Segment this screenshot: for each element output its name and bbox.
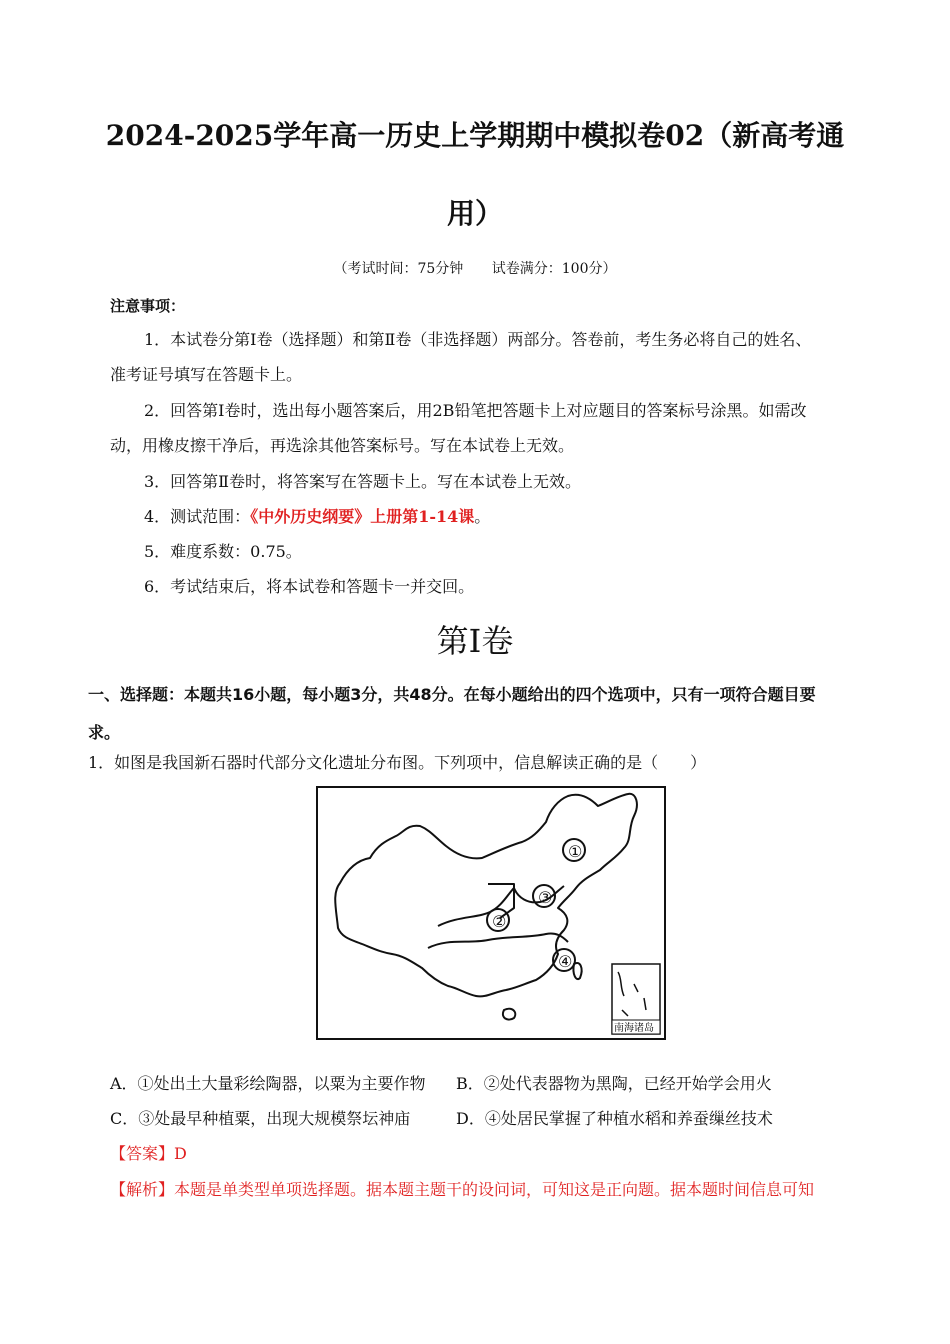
hainan <box>503 1009 515 1020</box>
south-china-sea-inset <box>612 964 660 1034</box>
option-d: D．④处居民掌握了种植水稻和养蚕缫丝技术 <box>456 1109 773 1128</box>
map-marker-3: ③ <box>538 888 553 907</box>
answer-label: 【答案】 <box>110 1144 175 1163</box>
note-3 <box>110 464 870 499</box>
part-heading-line1: 一、选择题：本题共16小题，每小题3分，共48分。在每小题给出的四个选项中，只有一项符合题目要 <box>88 685 816 704</box>
china-outline-map <box>318 788 664 1038</box>
analysis-text: 本题是单类型单项选择题。据本题主题干的设问词，可知这是正向题。据本题时间信息可知 <box>174 1180 815 1199</box>
exam-meta <box>0 258 950 278</box>
map-marker-4: ④ <box>558 952 573 971</box>
neolithic-sites-map <box>316 786 666 1040</box>
note-4-suffix: 。 <box>474 507 491 526</box>
china-border <box>335 794 637 997</box>
inset-label: 南海诸岛 <box>614 1023 654 1034</box>
analysis-line <box>110 1177 860 1200</box>
option-c: C．③处最早种植粟，出现大规模祭坛神庙 <box>110 1109 411 1128</box>
note-1-line1: 1．本试卷分第Ⅰ卷（选择题）和第Ⅱ卷（非选择题）两部分。答卷前，考生务必将自己的姓名、 <box>144 330 812 349</box>
option-b: B．②处代表器物为黑陶，已经开始学会用火 <box>456 1074 772 1093</box>
note-3-text: 3．回答第Ⅱ卷时，将答案写在答题卡上。写在本试卷上无效。 <box>144 472 582 491</box>
note-2-line2: 动，用橡皮擦干净后，再选涂其他答案标号。写在本试卷上无效。 <box>110 436 575 455</box>
note-2 <box>110 393 870 463</box>
map-marker-1: ① <box>568 842 583 861</box>
part-heading <box>88 676 878 752</box>
answer-line <box>110 1141 187 1164</box>
yangtze-river <box>428 933 568 948</box>
note-1-line2: 准考证号填写在答题卡上。 <box>110 365 303 384</box>
document-title-line1: 2024-2025学年高一历史上学期期中模拟卷02（新高考通 <box>105 119 845 152</box>
test-scope-highlight: 《中外历史纲要》上册第1-14课 <box>250 507 475 526</box>
exam-time: （考试时间：75分钟 <box>333 261 464 277</box>
map-marker-2: ② <box>492 912 507 931</box>
answer-value: D <box>174 1144 187 1163</box>
option-a: A．①处出土大量彩绘陶器，以粟为主要作物 <box>110 1074 426 1093</box>
section-title: 第Ⅰ卷 <box>436 622 514 660</box>
note-2-line1: 2．回答第Ⅰ卷时，选出每小题答案后，用2B铅笔把答题卡上对应题目的答案标号涂黑。如需改 <box>144 401 807 420</box>
note-6-text: 6．考试结束后，将本试卷和答题卡一并交回。 <box>144 577 475 596</box>
part-heading-line2: 求。 <box>88 723 121 742</box>
note-4-text <box>110 499 870 534</box>
note-6 <box>110 569 870 604</box>
note-5-text: 5．难度系数：0.75。 <box>144 542 302 561</box>
question-1-stem: 1．如图是我国新石器时代部分文化遗址分布图。下列项中，信息解读正确的是（ ） <box>88 753 707 772</box>
note-4-prefix: 4．测试范围： <box>144 507 251 526</box>
note-5 <box>110 534 870 569</box>
notes-heading: 注意事项： <box>110 297 186 315</box>
document-title-line2: 用） <box>446 197 503 230</box>
analysis-label: 【解析】 <box>110 1180 175 1199</box>
full-score: 试卷满分：100分） <box>491 261 617 277</box>
note-4 <box>110 499 870 534</box>
note-1 <box>110 322 870 392</box>
